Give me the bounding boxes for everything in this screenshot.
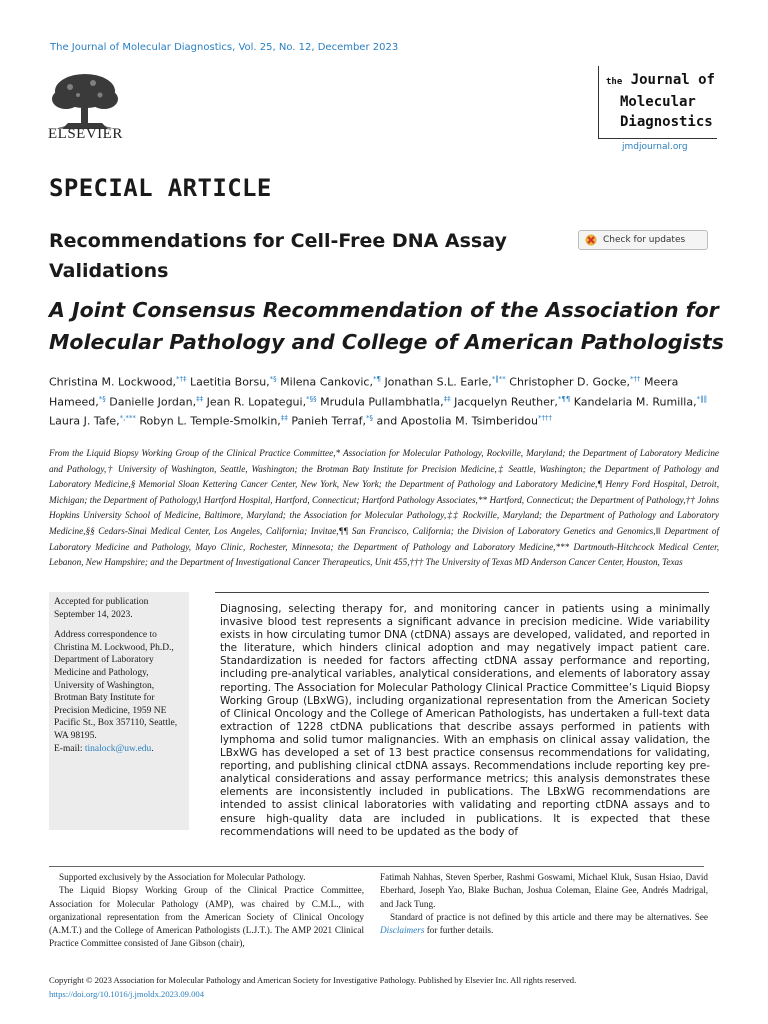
journal-logo-line2: Molecular	[620, 94, 696, 110]
email-line	[54, 743, 184, 756]
footnotes-right	[380, 871, 708, 937]
author-affiliation-marks: *¶	[372, 375, 381, 383]
working-group-note: The Liquid Biopsy Working Group of the Clinical Practice Committee, Association for Molecular Pathology (AMP), was chaired by C.M.L., with organizational representation from the American Society of Clinical Oncology (A.M.T.) and the College of American Pathologists (L.J.T.). The AMP 2021 Clinical Practice Committee consisted of Jane Gibson (chair),	[49, 885, 364, 949]
committee-members: Fatimah Nahhas, Steven Sperber, Rashmi Goswami, Michael Kluk, Susan Hsiao, David Eberhard, Joseph Yao, Blake Buchan, Joshua Coleman, Elaine Gee, Andrés Madrigal, and Jack Tung.	[380, 872, 708, 909]
author-name: Milena Cankovic,	[280, 375, 373, 389]
author-name: Jacquelyn Reuther,	[454, 395, 558, 409]
author-name: Robyn L. Temple-Smolkin,	[139, 414, 281, 428]
author-affiliation-marks: *†††	[538, 414, 552, 423]
author-affiliation-marks: *‖‖	[696, 394, 708, 403]
author-name: Christopher D. Gocke,	[509, 375, 631, 389]
journal-logo	[606, 70, 715, 132]
correspondence-text: Address correspondence to Christina M. Lockwood, Ph.D., Department of Laboratory Medicine and Pathology, University of Washington, Brotman Baty Institute for Precision Medicine, 1959 NE Pacific St., Box 357110, Seattle, WA 98195.	[54, 630, 178, 741]
author-affiliation-marks: *§	[269, 375, 277, 383]
abstract-top-rule	[215, 592, 709, 593]
check-for-updates-button[interactable]	[578, 230, 708, 250]
journal-logo-line1: Journal of	[630, 72, 715, 88]
author-affiliation-marks: *‖**	[491, 375, 506, 383]
author-affiliation-marks: *†‡	[176, 375, 187, 383]
standard-note	[380, 911, 708, 938]
crossmark-icon	[585, 234, 597, 246]
author-name: Kandelaria M. Rumilla,	[573, 395, 697, 409]
support-note: Supported exclusively by the Association for Molecular Pathology.	[59, 872, 306, 882]
correspondence-address	[54, 629, 184, 742]
author-affiliation-marks: *,***	[119, 414, 136, 423]
author-affiliation-marks: *¶¶	[557, 394, 571, 403]
check-for-updates-label: Check for updates	[603, 235, 686, 245]
author-name: Jonathan S.L. Earle,	[384, 375, 492, 389]
journal-citation[interactable]: The Journal of Molecular Diagnostics, Vol. 25, No. 12, December 2023	[50, 42, 399, 53]
author-affiliation-marks: ‡‡	[196, 394, 204, 403]
author-list	[49, 371, 729, 430]
author-name: Danielle Jordan,	[109, 395, 197, 409]
author-affiliation-marks: *§§	[306, 394, 317, 403]
author-name: Meera Hameed,	[49, 375, 679, 409]
doi-link[interactable]: https://doi.org/10.1016/j.jmoldx.2023.09.004	[49, 989, 205, 999]
accepted-date: Accepted for publication September 14, 2023.	[54, 597, 149, 620]
copyright-notice: Copyright © 2023 Association for Molecular Pathology and American Society for Investigative Pathology. Published by Elsevier Inc. All rights reserved.	[49, 975, 577, 985]
journal-logo-line3: Diagnostics	[620, 114, 713, 130]
disclaimers-link[interactable]: Disclaimers	[380, 925, 425, 936]
affiliations: From the Liquid Biopsy Working Group of the Clinical Practice Committee,* Association for Molecular Pathology, Rockville, Maryland; the Department of Laboratory Medicine and Pathology,† University of Washington, Seattle, Washington; the Brotman Baty Institute for Precision Medicine,‡ Seattle, Washington; the Department of Pathology and Laboratory Medicine,§ Memorial Sloan Kettering Cancer Center, New York, New York; the Department of Pathology and Laboratory Medicine,¶ Henry Ford Hospital, Detroit, Michigan; the Department of Pathology,‖ Hartford Hospital, Hartford, Connecticut; Hartford Pathology Associates,** Hartford, Connecticut; the Department of Pathology,†† Johns Hopkins University School of Medicine, Baltimore, Maryland; the Association for Molecular Pathology,‡‡ Rockville, Maryland; the Department of Pathology and Laboratory Medicine,§§ Cedars-Sinai Medical Center, Los Angeles, California; Invitae,¶¶ San Francisco, California; the Division of Laboratory Genetics and Genomics,‖‖ Department of Laboratory Medicine and Pathology, Mayo Clinic, Rochester, Minnesota; the Department of Pathology and Laboratory Medicine,*** Dartmouth-Hitchcock Medical Center, Lebanon, New Hampshire; and the Department of Investigational Cancer Therapeutics, Unit 455,††† The University of Texas MD Anderson Cancer Center, Houston, Texas	[49, 448, 719, 568]
article-subtitle: A Joint Consensus Recommendation of the Association for Molecular Pathology and College of American Pathologists	[49, 298, 724, 354]
standard-text: Standard of practice is not defined by this article and there may be alternatives. See	[390, 911, 708, 922]
article-type: SPECIAL ARTICLE	[49, 174, 272, 202]
author-affiliation-marks: *§	[98, 394, 106, 403]
author-affiliation-marks: ‡‡	[443, 394, 451, 403]
author-affiliation-marks: ‡‡	[280, 414, 288, 423]
email-end: .	[151, 743, 154, 754]
journal-logo-the: the	[606, 77, 623, 87]
author-affiliation-marks: *§	[366, 414, 374, 423]
author-affiliation-marks: *††	[630, 375, 641, 383]
footnote-rule	[49, 866, 704, 867]
author-name: Laura J. Tafe,	[49, 414, 120, 428]
correspondence-sidebar	[49, 592, 189, 830]
email-link[interactable]: tinalock@uw.edu	[84, 743, 152, 754]
author-name: and Apostolia M. Tsimberidou	[376, 414, 538, 428]
author-name: Panieh Terraf,	[291, 414, 367, 428]
footnotes-left	[49, 871, 364, 951]
elsevier-wordmark: ELSEVIER	[48, 126, 123, 142]
journal-url-link[interactable]: jmdjournal.org	[622, 142, 688, 152]
author-name: Jean R. Lopategui,	[206, 395, 307, 409]
author-name: Christina M. Lockwood,	[49, 375, 177, 389]
author-name: Laetitia Borsu,	[190, 375, 270, 389]
standard-end: for further details.	[424, 925, 494, 936]
email-label: E-mail:	[54, 743, 85, 754]
abstract-text: Diagnosing, selecting therapy for, and monitoring cancer in patients using a minimally invasive blood test represents a significant advance in precision medicine. Wide variability exists in how circulating tumor DNA (ctDNA) assays are developed, validated, and reported in the literature, which hinders clinical adoption and may negatively impact patient care. Standardization is needed for factors affecting ctDNA assay performance and reporting, including pre-analytical variables, analytical considerations, and elements of laboratory assay reporting. The Association for Molecular Pathology Clinical Practice Committee’s Liquid Biopsy Working Group (LBxWG), including organizational representation from the American Society of Clinical Oncology and the College of American Pathologists, has undertaken a full-text data extraction of 1228 ctDNA publications that describe assays performed in patients with lymphoma and solid tumor malignancies. With an emphasis on clinical assay validation, the LBxWG has developed a set of 13 best practice consensus recommendations for validating, reporting, and publishing clinical ctDNA assays. Recommendations include reporting key pre-analytical considerations and assay performance metrics; this analysis demonstrates these elements are inconsistently included in publications. The LBxWG recommendations are intended to assist clinical laboratories with validating and reporting ctDNA assays and to ensure high-quality data are included in publications. It is expected that these recommendations will need to be updated as the body of	[220, 603, 710, 838]
article-title: Recommendations for Cell-Free DNA Assay Validations	[49, 230, 507, 282]
author-name: Mrudula Pullambhatla,	[320, 395, 444, 409]
